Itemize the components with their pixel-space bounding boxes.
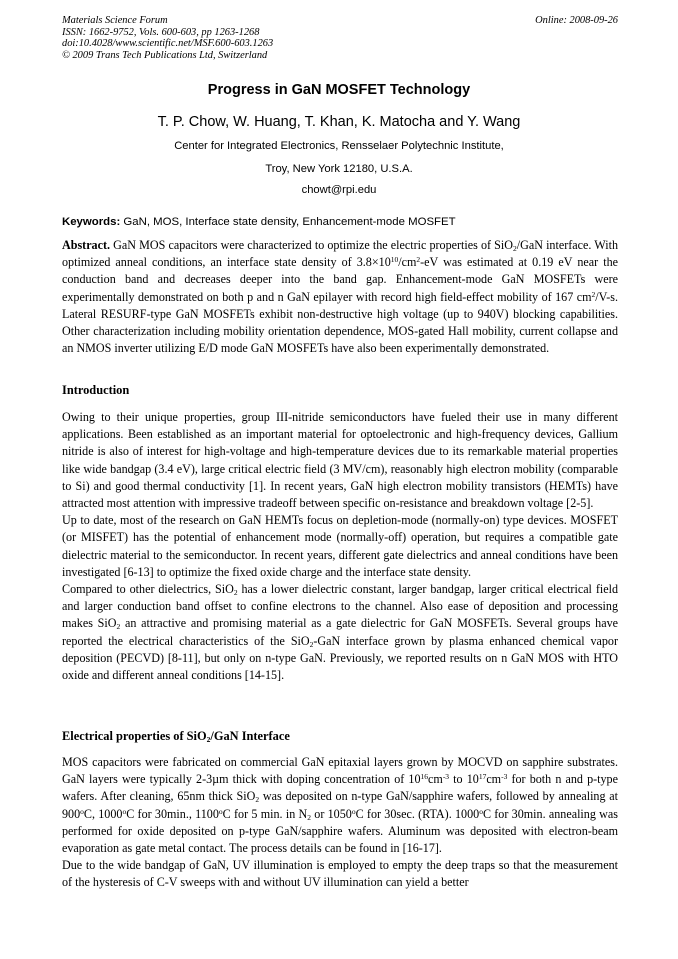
- publication-header: [62, 15, 618, 61]
- section-2-heading: Electrical properties of SiO$_2$/GaN Interface: [62, 729, 290, 744]
- author-list: T. P. Chow, W. Huang, T. Khan, K. Matocha and Y. Wang: [157, 114, 521, 130]
- keywords: [62, 216, 618, 228]
- doi-line: doi:10.4028/www.scientific.net/MSF.600-603.1263: [62, 38, 274, 50]
- keywords-label: Keywords:: [62, 216, 121, 228]
- intro-paragraph-3: Compared to other dielectrics, SiO$_2$ has a lower dielectric constant, larger bandgap, larger critical electrical field and larger conduction band offset to confine electrons to the channel. Also ease of deposition and processing makes SiO$_2$ an attractive and promising material as a gate dielectric for GaN MOSFETs. Several groups have reported the electrical characteristics of the SiO$_2$-GaN interface grown by plasma enhanced chemical vapor deposition (PECVD) [8-11], but only on n-type GaN. Previously, we reported results on n GaN MOS with HTO oxide and different anneal conditions [14-15].: [62, 582, 618, 683]
- introduction-heading: Introduction: [62, 383, 130, 397]
- section-2-paragraph-1: MOS capacitors were fabricated on commercial GaN epitaxial layers grown by MOCVD on sapphire substrates. GaN layers were typically 2-3µm thick with doping concentration of $10^{16}cm^{-3}$ to $10^{17}cm^{-3}$ for both n and p-type wafers. After cleaning, 65nm thick SiO$_2$ was deposited on n-type GaN/sapphire wafers, followed by annealing at 900$^o$C, 1000$^o$C for 30min., 1100$^o$C for 5 min. in $N_2$ or 1050$^o$C for 30sec. (RTA). 1000$^o$C for 30min. annealing was performed for oxide deposited on p-type GaN/sapphire wafers. Aluminum was deposited with electron-beam evaporation as gate metal contact. The process details can be found in [16-17].: [62, 755, 619, 856]
- section-2-body: [62, 754, 618, 892]
- keywords-text: GaN, MOS, Interface state density, Enhancement-mode MOSFET: [123, 216, 456, 228]
- section-2-paragraph-2: Due to the wide bandgap of GaN, UV illumination is employed to empty the deep traps so that the measurement of the hysteresis of C-V sweeps with and without UV illumination can yield a better: [62, 858, 618, 890]
- abstract: Abstract. GaN MOS capacitors were characterized to optimize the electric properties of SiO$_2$/GaN interface. With optimized anneal conditions, an interface state density of $3.8\times 10^{10}/cm^2-eV$ was estimated at 0.19 eV near the conduction band and decreases deeper into the band gap. Enhancement-mode GaN MOSFETs were experimentally demonstrated on both p and n GaN epilayer with record high field-effect mobility of 167 $cm^2/V-s$. Lateral RESURF-type GaN MOSFETs exhibit non-destructive high voltage (up to 940V) blocking capabilities. Other characterization including mobility orientation dependence, MOS-gated Hall mobility, current collapse and an NMOS inverter utilizing E/D mode GaN MOSFETs have also been experimentally demonstrated.: [62, 238, 618, 356]
- intro-paragraph-1: Owing to their unique properties, group III-nitride semiconductors have fueled their use in many different applications. Been established as an important material for optoelectronic and high-frequency devices, Gallium nitride is also of interest for high-voltage and high-temperature devices due to its remarkable material properties like wide bandgap (3.4 eV), large critical electric field (3 MV/cm), reasonably high electron mobility (comparable to Si) and good thermal conductivity [1]. In recent years, GaN high electron mobility transistors (HEMTs) have attracted most attention with impressive tradeoff between specific on-resistance and breakdown voltage [2-5].: [62, 410, 618, 511]
- issn-line: ISSN: 1662-9752, Vols. 600-603, pp 1263-1268: [62, 26, 260, 38]
- online-date: Online: 2008-09-26: [535, 15, 618, 26]
- paper-title: Progress in GaN MOSFET Technology: [207, 82, 471, 98]
- affiliation-line-1: Center for Integrated Electronics, Rensselaer Polytechnic Institute,: [174, 140, 504, 152]
- journal-name: Materials Science Forum: [62, 15, 168, 26]
- abstract-label: Abstract.: [62, 238, 111, 252]
- affiliation-line-2: Troy, New York 12180, U.S.A.: [265, 163, 413, 175]
- author-email: chowt@rpi.edu: [301, 184, 377, 196]
- copyright-line: © 2009 Trans Tech Publications Ltd, Switzerland: [62, 49, 268, 61]
- intro-paragraph-2: Up to date, most of the research on GaN HEMTs focus on depletion-mode (normally-on) type devices. MOSFET (or MISFET) has the potential of enhancement mode (normally-off) operation, but requires a compatible gate dielectric material to the semiconductor. In recent years, different gate dielectrics and anneal conditions have been investigated [6-13] to optimize the fixed oxide charge and the interface state density.: [62, 513, 618, 579]
- introduction-body: [62, 409, 618, 684]
